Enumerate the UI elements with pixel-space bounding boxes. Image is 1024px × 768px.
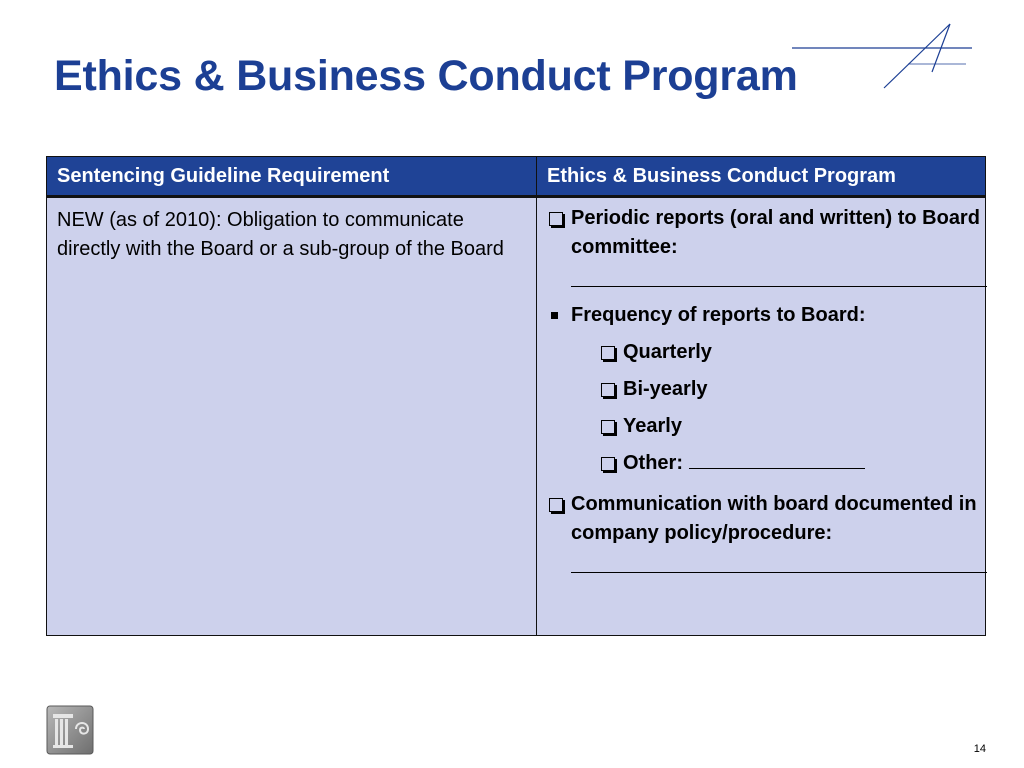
- slide-title: Ethics & Business Conduct Program: [54, 52, 798, 100]
- star-logo-icon: [790, 22, 974, 92]
- checkbox-icon[interactable]: [549, 212, 563, 226]
- column-emblem-icon: [46, 705, 94, 755]
- square-bullet-icon: [551, 312, 558, 319]
- table-header-row: [47, 157, 986, 197]
- communication-item: [547, 490, 977, 573]
- periodic-reports-text: Periodic reports (oral and written) to Board committee:: [571, 207, 980, 258]
- other-blank-line: [689, 450, 865, 469]
- checkbox-icon[interactable]: [601, 346, 615, 360]
- frequency-item: [547, 301, 977, 330]
- fill-in-blank-line: [571, 268, 987, 287]
- table-row: [47, 197, 986, 636]
- option-label: Yearly: [623, 415, 682, 437]
- header-program: Ethics & Business Conduct Program: [537, 157, 986, 197]
- checkbox-icon[interactable]: [601, 420, 615, 434]
- frequency-label: Frequency of reports to Board:: [571, 304, 866, 326]
- checkbox-icon[interactable]: [601, 383, 615, 397]
- other-label: Other:: [623, 452, 683, 474]
- checkbox-icon[interactable]: [549, 498, 563, 512]
- page-number: 14: [973, 743, 986, 755]
- option-label: Quarterly: [623, 341, 712, 363]
- requirements-table: [46, 156, 986, 636]
- checkbox-icon[interactable]: [601, 457, 615, 471]
- frequency-option-quarterly: [599, 338, 977, 367]
- header-requirement: Sentencing Guideline Requirement: [47, 157, 537, 197]
- program-cell: [537, 197, 986, 636]
- communication-text: Communication with board documented in company policy/procedure:: [571, 493, 977, 544]
- requirement-cell: [47, 197, 537, 636]
- fill-in-blank-line: [571, 554, 987, 573]
- requirement-text: NEW (as of 2010): Obligation to communicate directly with the Board or a sub-group of the Board: [57, 209, 504, 260]
- frequency-option-other: [599, 449, 977, 478]
- option-label: Bi-yearly: [623, 378, 708, 400]
- frequency-option-yearly: [599, 412, 977, 441]
- periodic-reports-item: [547, 204, 980, 287]
- frequency-option-bi-yearly: [599, 375, 977, 404]
